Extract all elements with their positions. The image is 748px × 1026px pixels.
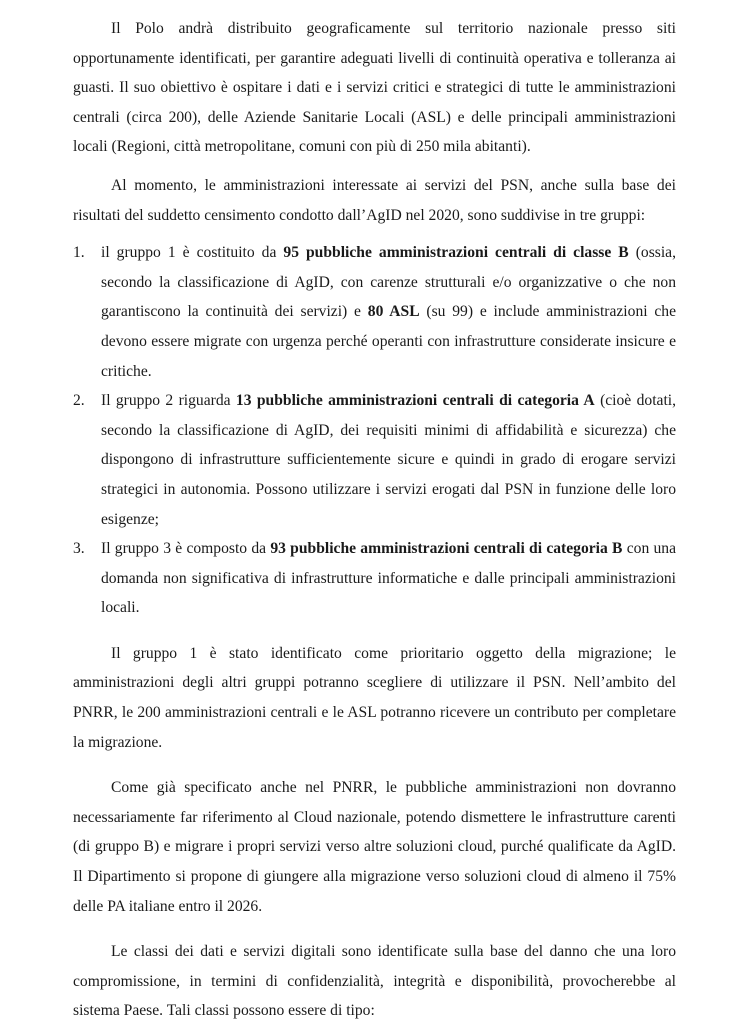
list-text: Il gruppo 3 è composto da — [101, 540, 271, 558]
list-number: 2. — [73, 392, 85, 410]
list-bold-text: 93 pubbliche amministrazioni centrali di categoria B — [270, 540, 623, 558]
list-text: Il gruppo 2 riguarda — [101, 392, 236, 410]
list-text: (su 99) e include amministrazioni che devono essere migrate con urgenza perché operanti con infrastrutture considerate insicure e critiche. — [101, 303, 676, 380]
paragraph-data-classes: Le classi dei dati e servizi digitali sono identificate sulla base del danno che una loro compromissione, in termini di confidenzialità, integrità e disponibilità, provocherebbe al sistema Paese. Tali classi possono essere di tipo: — [73, 943, 676, 1020]
paragraph-polo-distribution: Il Polo andrà distribuito geograficamente sul territorio nazionale presso siti opportunamente identificati, per garantire adeguati livelli di continuità operativa e tolleranza ai guasti. Il suo obiettivo è ospitare i dati e i servizi critici e strategici di tutte le amministrazioni centrali (circa 200), delle Aziende Sanitarie Locali (ASL) e delle principali amministrazioni locali (Regioni, città metropolitane, comuni con più di 250 mila abitanti). — [73, 20, 676, 156]
list-number: 3. — [73, 540, 85, 558]
list-bold-text: 13 pubbliche amministrazioni centrali di categoria A — [235, 392, 595, 410]
list-bold-text: 80 ASL — [367, 303, 420, 321]
document-page — [73, 14, 676, 1026]
paragraph-group-1-priority: Il gruppo 1 è stato identificato come prioritario oggetto della migrazione; le amministrazioni degli altri gruppi potranno scegliere di utilizzare il PSN. Nell’ambito del PNRR, le 200 amministrazioni centrali e le ASL potranno ricevere un contributo per completare la migrazione. — [73, 644, 676, 751]
list-text: (cioè dotati, secondo la classificazione di AgID, dei requisiti minimi di affidabilità e sicurezza) che dispongono di infrastrutture sufficientemente sicure e quindi in grado di erogare servizi strategici in autonomia. Possono utilizzare i servizi erogati dal PSN in funzione delle loro esigenze; — [101, 392, 677, 528]
list-item-group-2 — [73, 386, 676, 534]
list-number: 1. — [73, 244, 85, 262]
list-text: (ossia, secondo la classificazione di AgID, con carenze strutturali e/o organizzative o che non garantiscono la continuità dei servizi) e — [101, 244, 676, 321]
list-bold-text: 95 pubbliche amministrazioni centrali di classe B — [283, 244, 629, 262]
groups-list — [73, 238, 676, 623]
list-text: il gruppo 1 è costituito da — [101, 244, 284, 262]
paragraph-pnrr-cloud: Come già specificato anche nel PNRR, le pubbliche amministrazioni non dovranno necessariamente far riferimento al Cloud nazionale, potendo dismettere le infrastrutture carenti (di gruppo B) e migrare i propri servizi verso altre soluzioni cloud, purché qualificate da AgID. Il Dipartimento si propone di giungere alla migrazione verso soluzioni cloud di almeno il 75% delle PA italiane entro il 2026. — [73, 779, 676, 915]
list-item-group-3 — [73, 534, 676, 623]
list-item-group-1 — [73, 238, 676, 386]
paragraph-interested-administrations: Al momento, le amministrazioni interessate ai servizi del PSN, anche sulla base dei risultati del suddetto censimento condotto dall’AgID nel 2020, sono suddivise in tre gruppi: — [73, 176, 676, 224]
list-text: con una domanda non significativa di infrastrutture informatiche e dalle principali amministrazioni locali. — [101, 540, 677, 617]
